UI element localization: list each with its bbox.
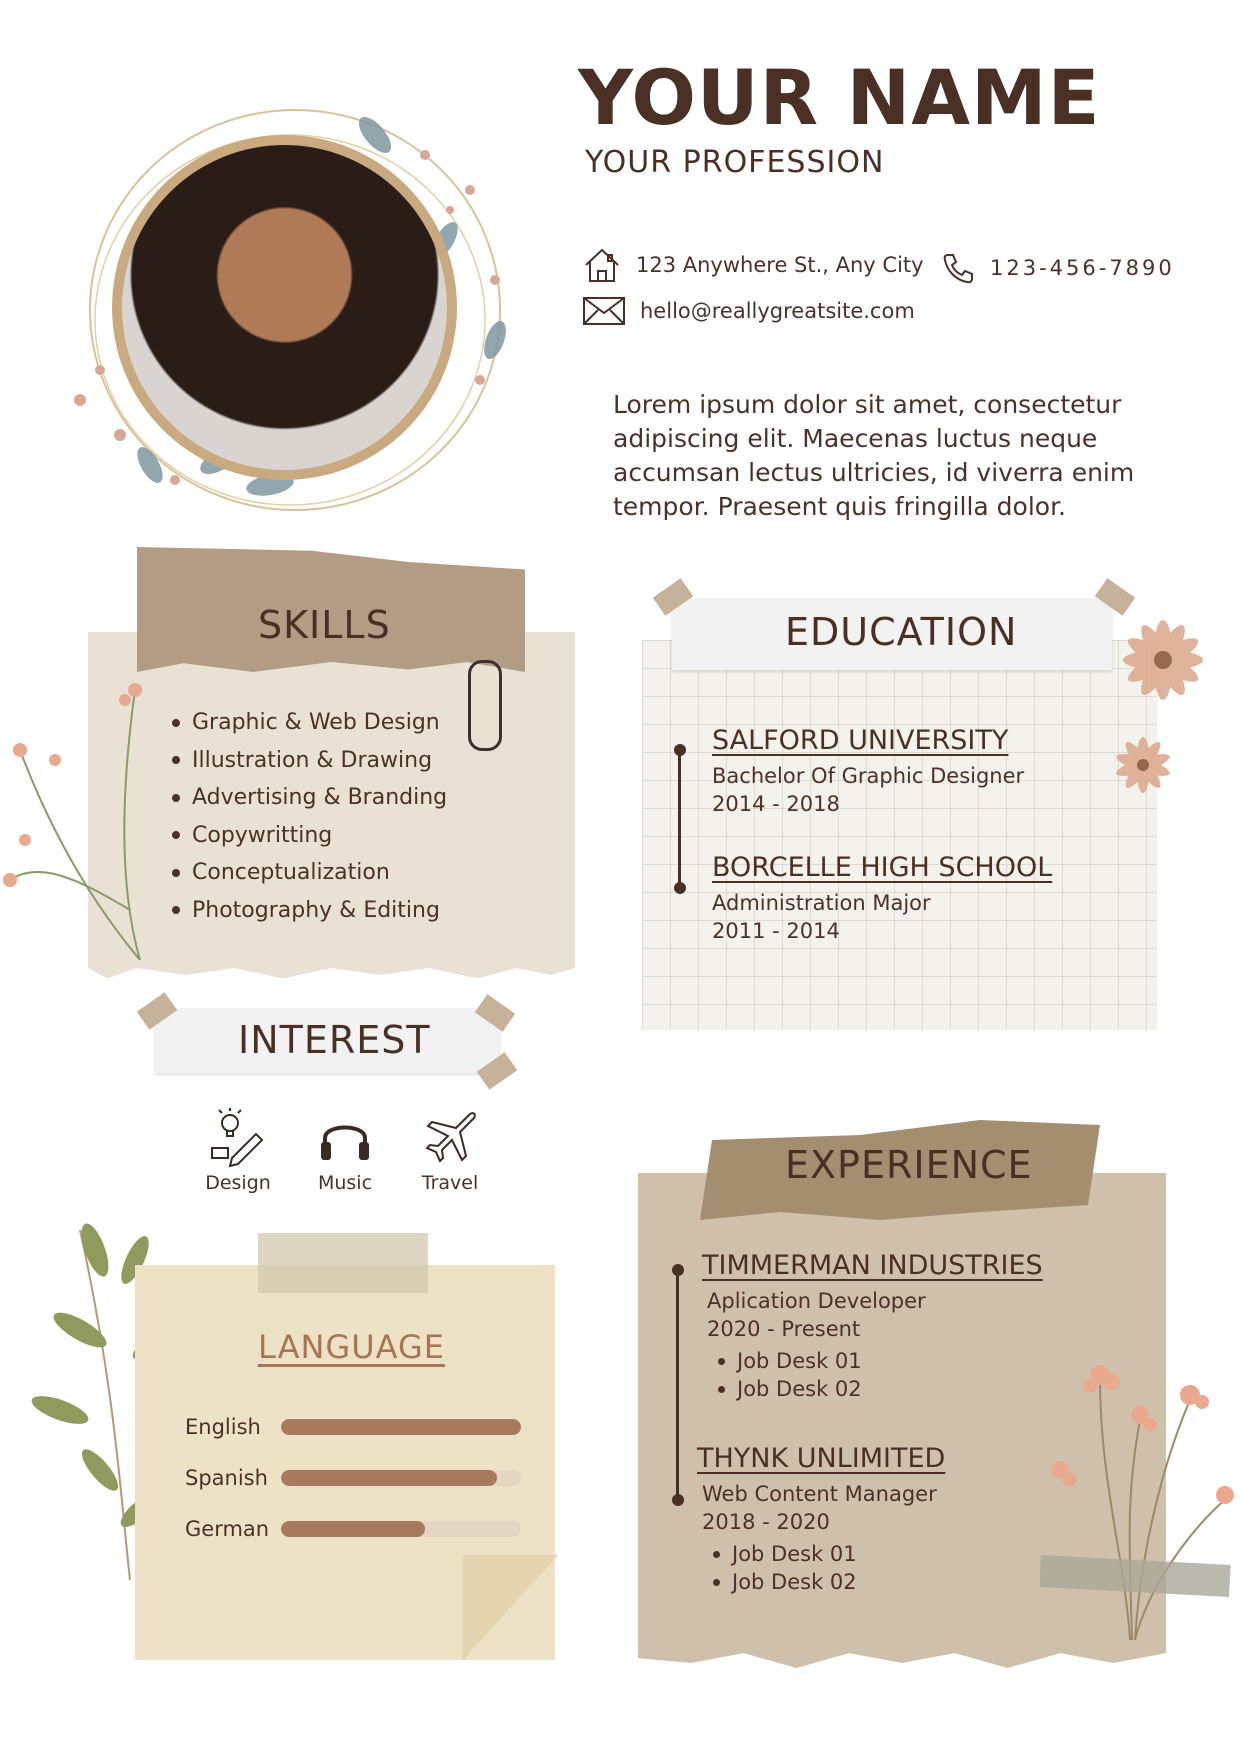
proficiency-fill (281, 1521, 425, 1537)
dried-flower-sprig (0, 670, 160, 970)
airplane-icon (420, 1108, 480, 1168)
language-row-german (185, 1517, 521, 1541)
years-text: 2011 - 2014 (712, 919, 840, 943)
interest-travel (410, 1108, 490, 1194)
proficiency-bar (281, 1521, 521, 1537)
name-heading: YOUR NAME (578, 53, 1101, 142)
experience-entry (697, 1443, 945, 1596)
list-item: Graphic & Web Design (172, 704, 447, 742)
email-text: hello@reallygreatsite.com (640, 299, 915, 323)
timeline-dot (674, 882, 686, 894)
proficiency-bar (281, 1419, 521, 1435)
education-entry (712, 725, 1024, 818)
contact-phone (940, 250, 1175, 286)
education-entry (712, 852, 1052, 945)
list-item: Job Desk 01 (718, 1347, 1043, 1375)
list-item: Job Desk 02 (713, 1568, 945, 1596)
institution-name: SALFORD UNIVERSITY (712, 725, 1009, 756)
language-row-english (185, 1415, 521, 1439)
company-name: TIMMERMAN INDUSTRIES (702, 1250, 1043, 1281)
experience-heading: EXPERIENCE (785, 1143, 1033, 1187)
years-text: 2020 - Present (707, 1317, 861, 1341)
list-item: Conceptualization (172, 854, 447, 892)
proficiency-fill (281, 1470, 497, 1486)
interest-label: Travel (421, 1172, 479, 1194)
interest-label: Design (205, 1172, 271, 1194)
institution-name: BORCELLE HIGH SCHOOL (712, 852, 1053, 883)
paperclip-icon (468, 660, 502, 751)
profile-photo (122, 145, 447, 470)
language-label: Spanish (185, 1466, 268, 1490)
proficiency-fill (281, 1419, 521, 1435)
role-text: Aplication Developer (707, 1289, 926, 1313)
interest-design (198, 1108, 278, 1194)
company-name: THYNK UNLIMITED (697, 1443, 946, 1474)
language-label: English (185, 1415, 261, 1439)
contact-email (582, 295, 915, 327)
role-text: Web Content Manager (702, 1482, 937, 1506)
house-icon (582, 245, 622, 285)
experience-entry (702, 1250, 1043, 1403)
years-text: 2018 - 2020 (702, 1510, 830, 1534)
skills-heading: SKILLS (258, 603, 391, 647)
list-item: Job Desk 02 (718, 1375, 1043, 1403)
profession-subtitle: YOUR PROFESSION (585, 145, 885, 180)
education-timeline (678, 748, 681, 890)
language-tape (258, 1233, 428, 1293)
lightbulb-pencil-icon (208, 1108, 268, 1168)
envelope-icon (582, 295, 626, 327)
language-label: German (185, 1517, 270, 1541)
task-list (713, 1540, 945, 1596)
degree-text: Bachelor Of Graphic Designer (712, 764, 1025, 788)
list-item: Advertising & Branding (172, 779, 447, 817)
address-text: 123 Anywhere St., Any City (636, 253, 924, 277)
dried-flower-bouquet (1040, 1320, 1240, 1650)
years-text: 2014 - 2018 (712, 792, 840, 816)
interest-label: Music (317, 1172, 373, 1194)
list-item: Photography & Editing (172, 892, 447, 930)
task-list (718, 1347, 1043, 1403)
skills-list (172, 704, 447, 929)
degree-text: Administration Major (712, 891, 931, 915)
education-heading: EDUCATION (785, 610, 1018, 654)
language-row-spanish (185, 1466, 521, 1490)
timeline-dot (672, 1264, 684, 1276)
daisy-flowers (1088, 590, 1238, 810)
interest-music (305, 1108, 385, 1194)
list-item: Copywritting (172, 817, 447, 855)
phone-icon (940, 250, 976, 286)
profile-summary: Lorem ipsum dolor sit amet, consectetur adipiscing elit. Maecenas luctus neque accumsan lectus ultricies, id viverra enim tempor. Praesent quis fringilla dolor. (613, 390, 1135, 521)
timeline-dot (672, 1494, 684, 1506)
proficiency-bar (281, 1470, 521, 1486)
contact-address (582, 245, 924, 285)
education-grid-paper (642, 640, 1157, 1030)
experience-timeline (676, 1268, 679, 1498)
phone-text: 123-456-7890 (990, 256, 1175, 280)
timeline-dot (674, 744, 686, 756)
list-item: Job Desk 01 (713, 1540, 945, 1568)
interest-heading: INTEREST (238, 1018, 431, 1062)
language-heading: LANGUAGE (258, 1328, 445, 1366)
list-item: Illustration & Drawing (172, 742, 447, 780)
headphones-icon (315, 1108, 375, 1168)
